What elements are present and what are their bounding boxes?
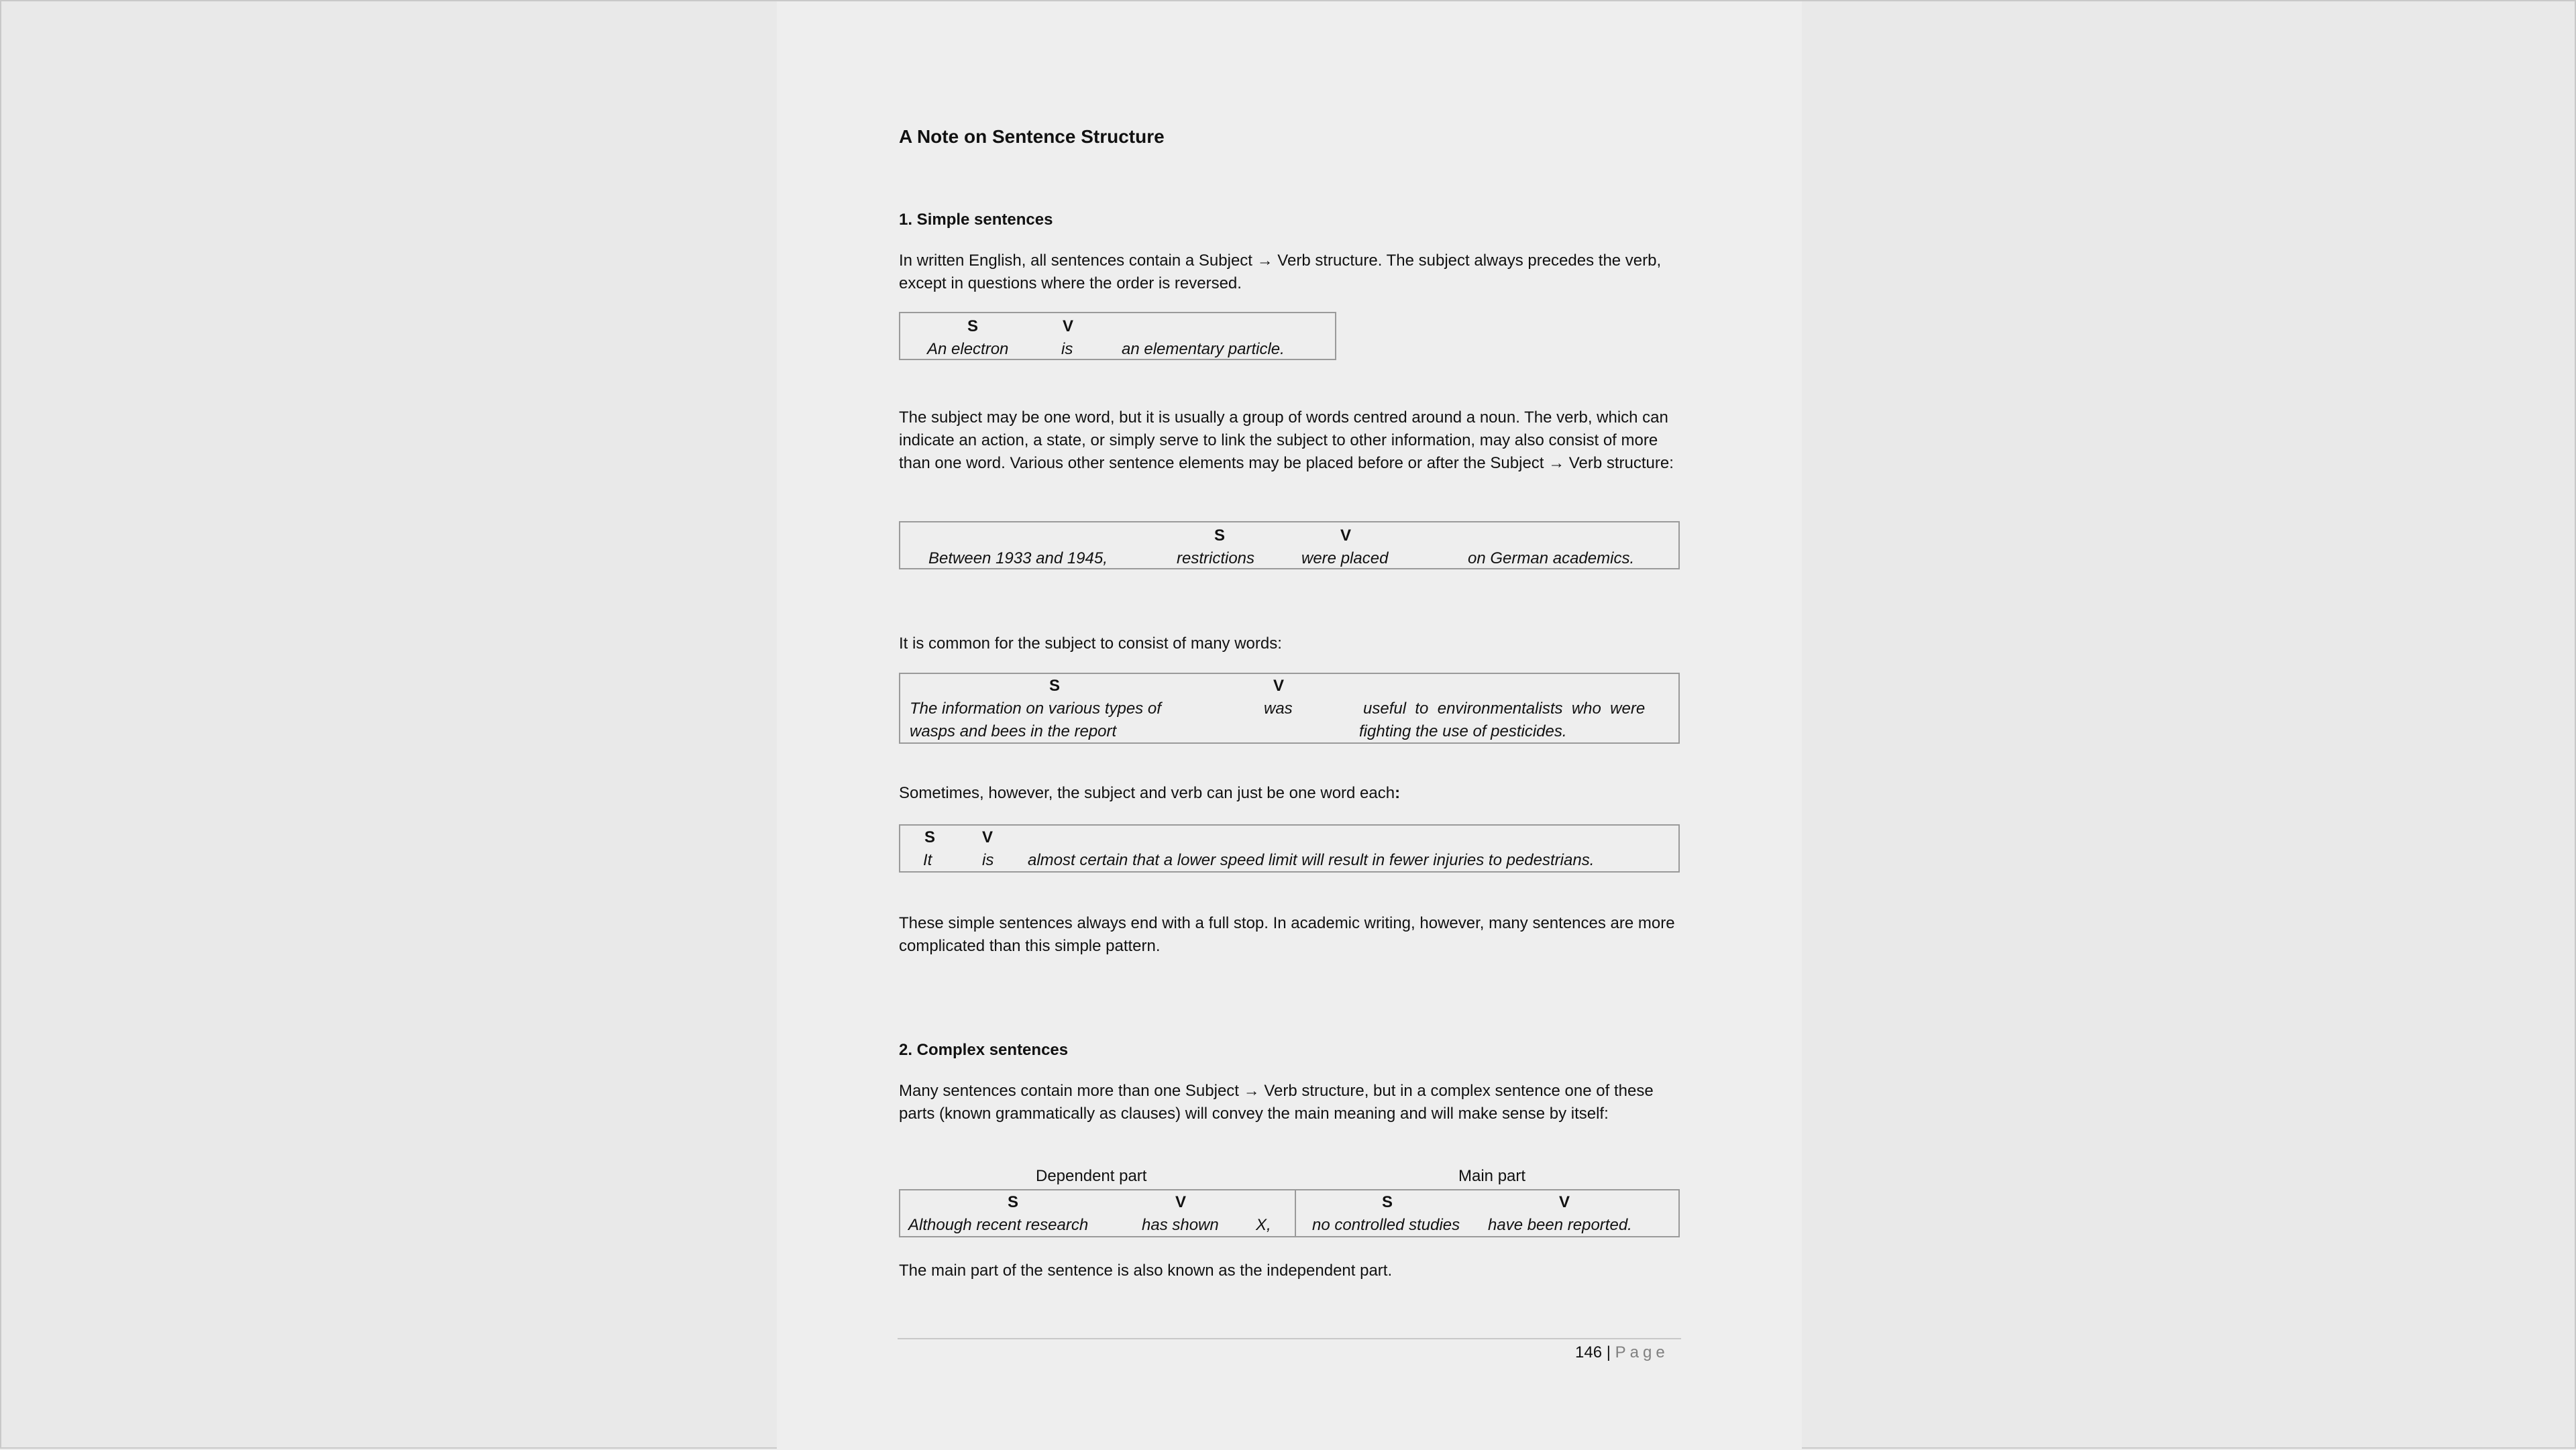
example-subject-line1: The information on various types of <box>910 700 1161 718</box>
dependent-verb-label: V <box>1175 1193 1187 1211</box>
example-rest-line1: useful to environmentalists who were <box>1363 700 1646 718</box>
verb-label: V <box>1273 677 1285 695</box>
example-subject: restrictions <box>1177 549 1255 567</box>
example-subject-line2: wasps and bees in the report <box>910 722 1117 740</box>
main-part-caption: Main part <box>1458 1167 1526 1185</box>
dependent-part-caption: Dependent part <box>1036 1167 1147 1185</box>
main-verb: have been reported. <box>1488 1216 1632 1234</box>
section-heading-simple: 1. Simple sentences <box>899 211 1053 229</box>
dependent-verb: has shown <box>1142 1216 1219 1234</box>
page-number: 146 <box>1575 1343 1603 1361</box>
verb-label: V <box>1063 317 1074 335</box>
example-subject: It <box>923 851 932 869</box>
clause-divider <box>1295 1190 1296 1236</box>
example-box-3 <box>899 673 1680 744</box>
example-box-complex <box>899 1189 1680 1237</box>
example-verb: is <box>1061 340 1073 358</box>
example-rest: almost certain that a lower speed limit will result in fewer injuries to pedestrians. <box>1028 851 1595 869</box>
example-box-1 <box>899 312 1336 360</box>
example-verb: were placed <box>1301 549 1389 567</box>
verb-label: V <box>982 828 994 846</box>
subject-label: S <box>1214 526 1226 545</box>
dependent-subject-label: S <box>1008 1193 1019 1211</box>
dependent-subject: Although recent research <box>908 1216 1089 1234</box>
footer-rule <box>898 1338 1681 1339</box>
paragraph-intro: In written English, all sentences contain a Subject → Verb structure. The subject always precedes the verb, except in questions where the order is reversed. <box>899 252 1662 292</box>
page-title: A Note on Sentence Structure <box>899 126 1165 147</box>
main-verb-label: V <box>1559 1193 1570 1211</box>
example-rest-line2: fighting the use of pesticides. <box>1359 722 1567 740</box>
example-box-2 <box>899 521 1680 569</box>
example-subject: An electron <box>927 340 1009 358</box>
dependent-x: X, <box>1256 1216 1271 1234</box>
subject-label: S <box>1049 677 1061 695</box>
paragraph-one-word: Sometimes, however, the subject and verb can just be one word each: <box>899 784 1401 802</box>
page-word: Page <box>1615 1343 1669 1361</box>
example-verb: was <box>1264 700 1293 718</box>
section-heading-complex: 2. Complex sentences <box>899 1041 1069 1059</box>
subject-label: S <box>924 828 936 846</box>
subject-label: S <box>967 317 979 335</box>
verb-label: V <box>1340 526 1352 545</box>
example-rest: an elementary particle. <box>1122 340 1285 358</box>
paragraph-many-words: It is common for the subject to consist of many words: <box>899 634 1282 653</box>
example-rest: on German academics. <box>1468 549 1635 567</box>
main-subject: no controlled studies <box>1312 1216 1460 1234</box>
main-subject-label: S <box>1382 1193 1393 1211</box>
paragraph-subject-description: The subject may be one word, but it is usually a group of words centred around a noun. The verb, which can indicate an action, a state, or simply serve to link the subject to other information, may also consist of more than one word. Various other sentence elements may be placed before or after the Subject → Verb structure: <box>899 408 1674 472</box>
paragraph-complex-intro: Many sentences contain more than one Subject → Verb structure, but in a complex sentence one of these parts (known grammatically as clauses) will convey the main meaning and will make sense by itself: <box>899 1082 1654 1123</box>
paragraph-full-stop: These simple sentences always end with a full stop. In academic writing, however, many sentences are more complicated than this simple pattern. <box>899 914 1675 955</box>
page-footer <box>1575 1343 1669 1362</box>
paragraph-independent: The main part of the sentence is also known as the independent part. <box>899 1262 1393 1280</box>
example-box-4 <box>899 824 1680 873</box>
example-verb: is <box>982 851 994 869</box>
example-before: Between 1933 and 1945, <box>928 549 1108 567</box>
page-separator: | <box>1606 1343 1611 1361</box>
